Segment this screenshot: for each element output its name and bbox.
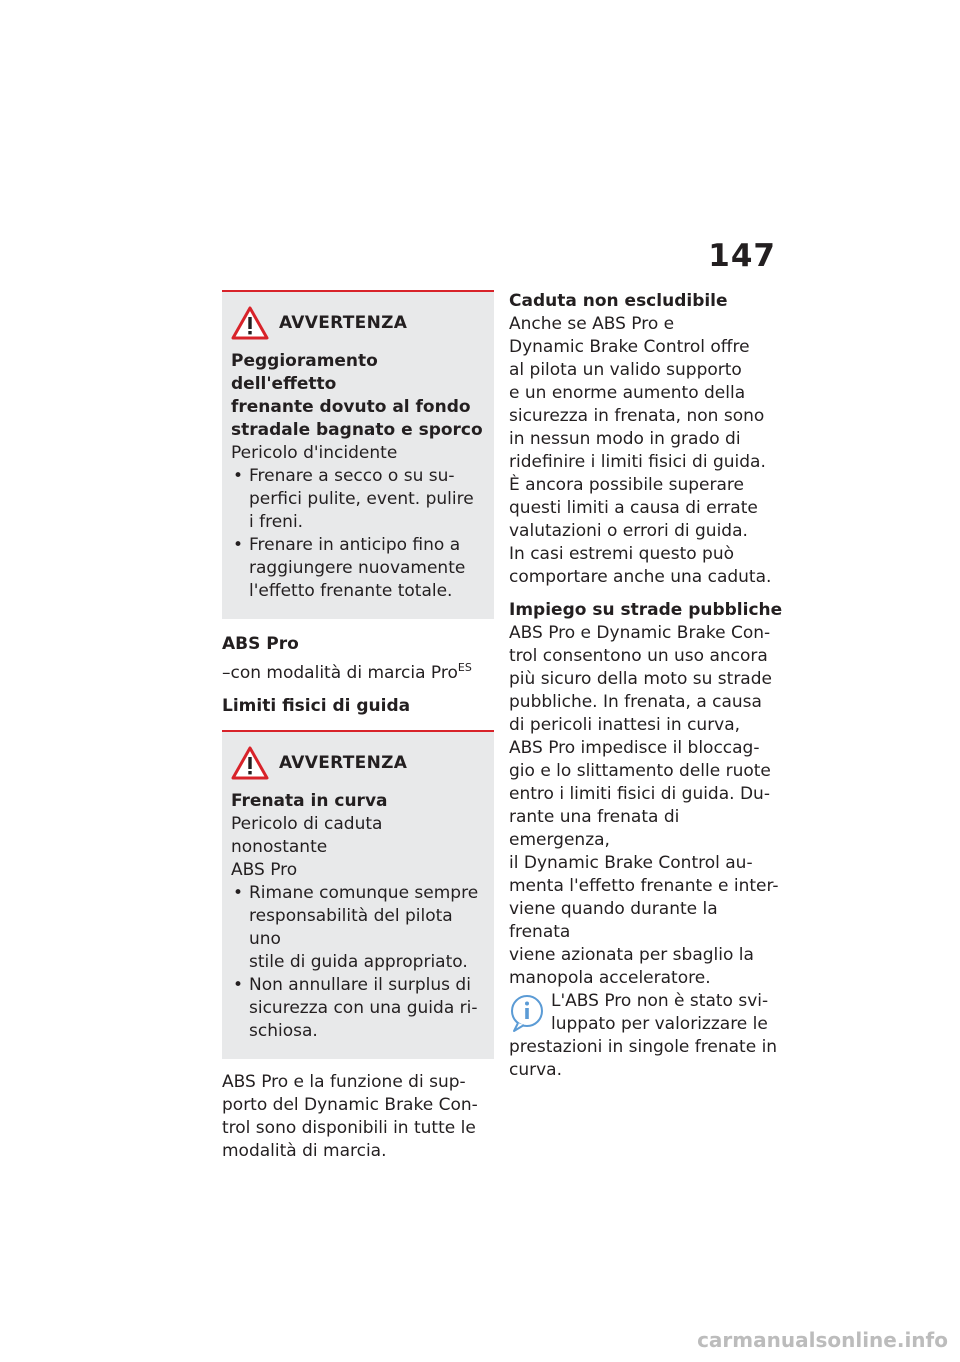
warning-bullet bbox=[231, 974, 484, 1043]
warning-header bbox=[231, 306, 484, 340]
body-line: ABS Pro impedisce il bloccag- bbox=[509, 738, 760, 758]
page-number: 147 bbox=[708, 238, 776, 274]
body-line: pubbliche. In frenata, a causa bbox=[509, 692, 762, 712]
body-line: In casi estremi questo può bbox=[509, 544, 735, 564]
body-line: ABS Pro e la funzione di sup- bbox=[222, 1072, 466, 1092]
warning-box-cornering bbox=[222, 730, 494, 1059]
section-subtitle bbox=[222, 656, 494, 685]
body-line: in nessun modo in grado di bbox=[509, 429, 741, 449]
body-line: porto del Dynamic Brake Con- bbox=[222, 1095, 478, 1115]
bullet-line: schiosa. bbox=[249, 1021, 318, 1041]
bullet-line: Frenare in anticipo fino a bbox=[249, 535, 461, 555]
body-line: È ancora possibile superare bbox=[509, 475, 744, 495]
body-line: Anche se ABS Pro e bbox=[509, 314, 675, 334]
body-line: al pilota un valido supporto bbox=[509, 360, 742, 380]
info-note bbox=[509, 990, 784, 1082]
body-line: di pericoli inattesi in curva, bbox=[509, 715, 741, 735]
info-icon bbox=[509, 993, 547, 1033]
body-line: menta l'effetto frenante e inter- bbox=[509, 876, 779, 896]
body-line: e un enorme aumento della bbox=[509, 383, 746, 403]
body-line: viene quando durante la frenata bbox=[509, 899, 718, 942]
section-title-fall: Caduta non escludibile bbox=[509, 291, 728, 311]
warning-subheading: Pericolo di caduta nonostante bbox=[231, 814, 383, 857]
warning-label: AVVERTENZA bbox=[279, 313, 408, 333]
warning-bullet bbox=[231, 534, 484, 603]
warning-triangle-icon bbox=[231, 746, 269, 780]
bullet-line: Frenare a secco o su su- bbox=[249, 466, 455, 486]
warning-header bbox=[231, 746, 484, 780]
subtitle-text: –con modalità di marcia Pro bbox=[222, 663, 458, 683]
bullet-line: i freni. bbox=[249, 512, 304, 532]
warning-bullet bbox=[231, 882, 484, 974]
bullet-line: stile di guida appropriato. bbox=[249, 952, 468, 972]
body-line: manopola acceleratore. bbox=[509, 968, 711, 988]
warning-subheading: ABS Pro bbox=[231, 860, 298, 880]
body-line: più sicuro della moto su strade bbox=[509, 669, 772, 689]
warning-subheading: Pericolo d'incidente bbox=[231, 443, 398, 463]
warning-label: AVVERTENZA bbox=[279, 753, 408, 773]
body-line: ABS Pro e Dynamic Brake Con- bbox=[509, 623, 771, 643]
warning-bullet bbox=[231, 465, 484, 534]
body-line: trol sono disponibili in tutte le bbox=[222, 1118, 476, 1138]
warning-heading-line: frenante dovuto al fondo bbox=[231, 397, 471, 417]
warning-box-wet-road bbox=[222, 290, 494, 619]
body-line: gio e lo slittamento delle ruote bbox=[509, 761, 771, 781]
body-line: trol consentono un uso ancora bbox=[509, 646, 768, 666]
section-title-abs-pro: ABS Pro bbox=[222, 634, 299, 654]
info-line: luppato per valorizzare le bbox=[551, 1014, 768, 1034]
body-line: valutazioni o errori di guida. bbox=[509, 521, 748, 541]
bullet-line: responsabilità del pilota uno bbox=[249, 906, 453, 949]
bullet-line: l'effetto frenante totale. bbox=[249, 581, 453, 601]
info-line: prestazioni in singole frenate in bbox=[509, 1037, 778, 1057]
body-line: Dynamic Brake Control offre bbox=[509, 337, 750, 357]
body-line: questi limiti a causa di errate bbox=[509, 498, 758, 518]
section-title-limits: Limiti fisici di guida bbox=[222, 696, 411, 716]
body-line: rante una frenata di emergenza, bbox=[509, 807, 680, 850]
left-column bbox=[222, 290, 494, 1163]
body-line: viene azionata per sbaglio la bbox=[509, 945, 754, 965]
body-line: modalità di marcia. bbox=[222, 1141, 387, 1161]
body-line: sicurezza in frenata, non sono bbox=[509, 406, 765, 426]
bullet-line: Non annullare il surplus di bbox=[249, 975, 471, 995]
bullet-line: sicurezza con una guida ri- bbox=[249, 998, 478, 1018]
info-line: L'ABS Pro non è stato svi- bbox=[551, 991, 769, 1011]
body-line: entro i limiti fisici di guida. Du- bbox=[509, 784, 770, 804]
body-line: ridefinire i limiti fisici di guida. bbox=[509, 452, 766, 472]
subtitle-superscript: ES bbox=[457, 661, 472, 674]
bullet-line: Rimane comunque sempre bbox=[249, 883, 479, 903]
body-line: comportare anche una caduta. bbox=[509, 567, 772, 587]
bullet-line: perfici pulite, event. pulire bbox=[249, 489, 474, 509]
body-line: il Dynamic Brake Control au- bbox=[509, 853, 753, 873]
warning-bullet-list bbox=[231, 882, 484, 1043]
watermark: carmanualsonline.info bbox=[697, 1328, 948, 1352]
warning-heading-line: Frenata in curva bbox=[231, 791, 388, 811]
section-title-public-roads: Impiego su strade pubbliche bbox=[509, 600, 783, 620]
warning-heading-line: Peggioramento dell'effetto bbox=[231, 351, 378, 394]
warning-heading-line: stradale bagnato e sporco bbox=[231, 420, 483, 440]
info-line: curva. bbox=[509, 1060, 562, 1080]
right-column bbox=[509, 290, 784, 1082]
warning-triangle-icon bbox=[231, 306, 269, 340]
warning-bullet-list bbox=[231, 465, 484, 603]
bullet-line: raggiungere nuovamente bbox=[249, 558, 466, 578]
